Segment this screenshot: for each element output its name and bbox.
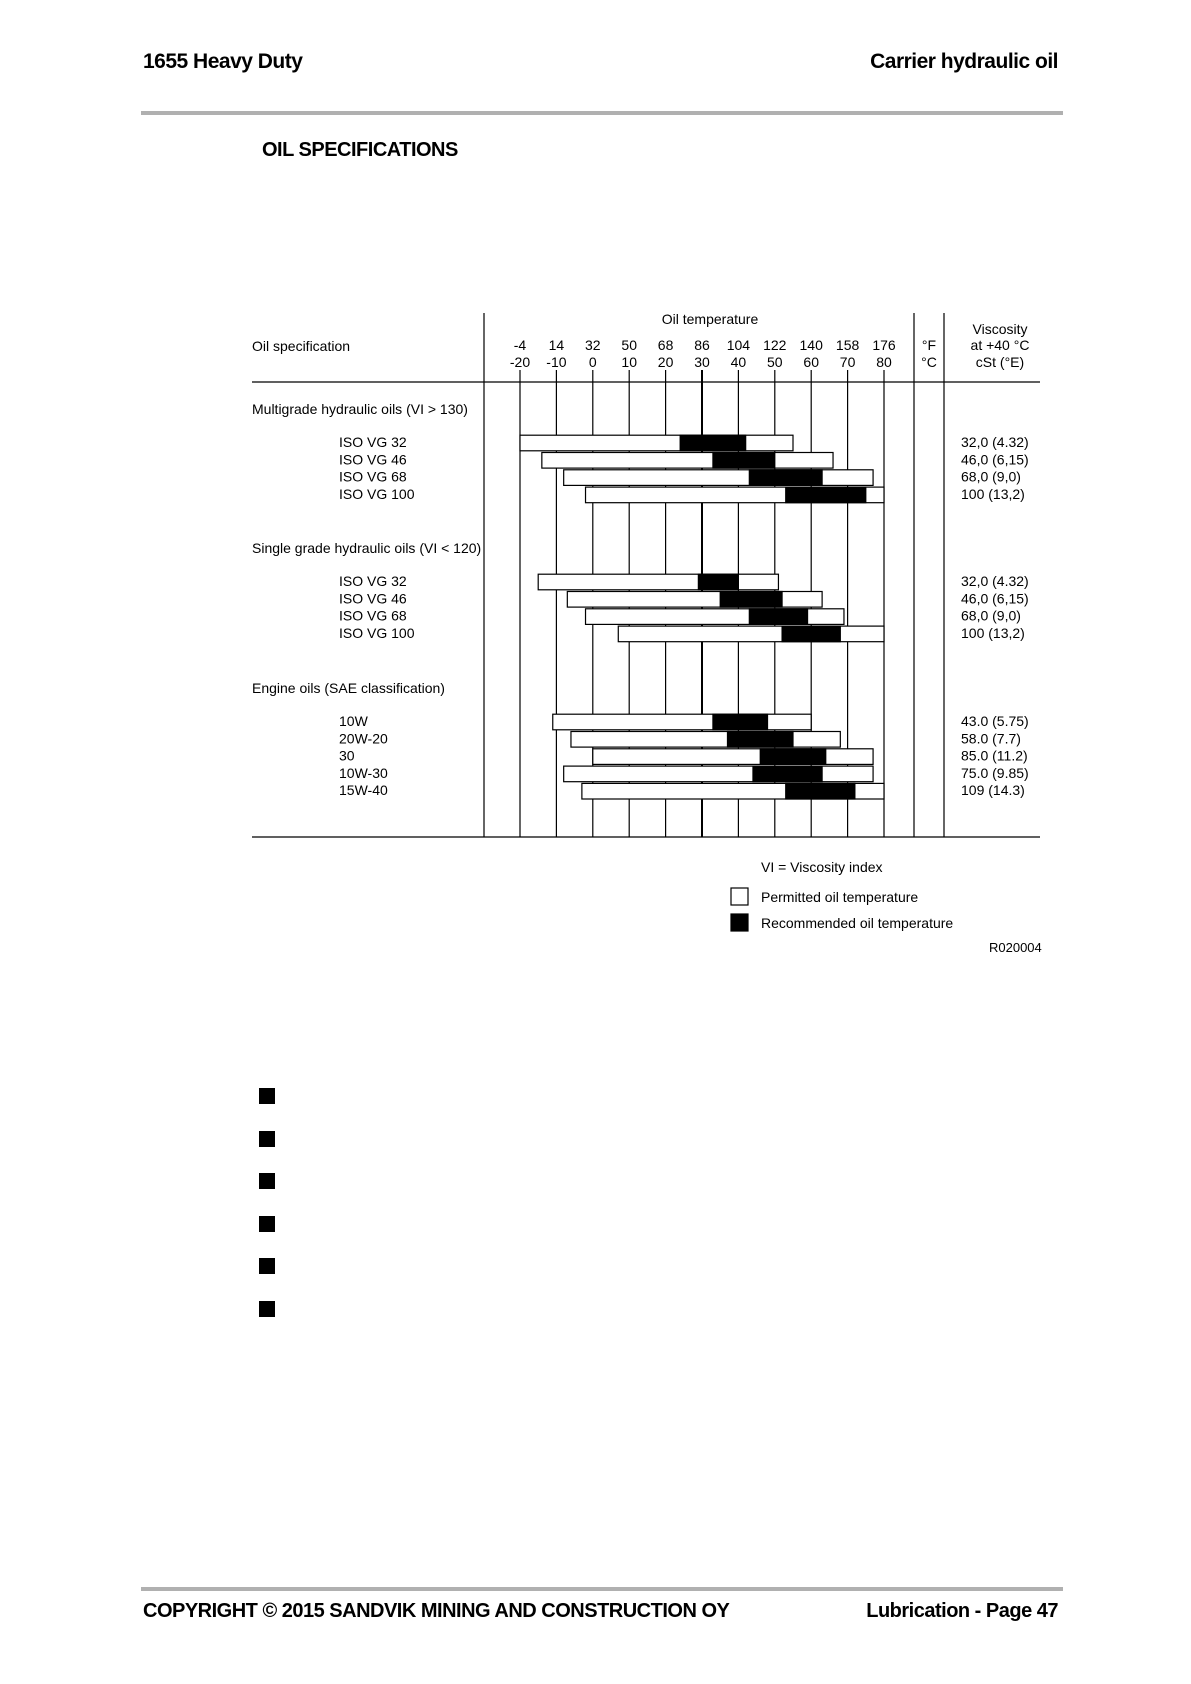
row-label: ISO VG 32 xyxy=(339,573,407,589)
viscosity-value: 75.0 (9.85) xyxy=(961,764,1029,781)
bullet-square xyxy=(259,1301,275,1317)
legend-swatch-recommended xyxy=(731,914,748,931)
permitted-range-bar xyxy=(567,592,822,608)
viscosity-header-3: cSt (°E) xyxy=(975,354,1025,370)
header-title: 1655 Heavy Duty xyxy=(143,50,303,73)
unit-c: °C xyxy=(921,354,937,370)
group-title: Engine oils (SAE classification) xyxy=(252,680,445,696)
viscosity-value: 68,0 (9,0) xyxy=(961,607,1021,624)
row-label: ISO VG 68 xyxy=(339,607,407,624)
recommended-range-bar xyxy=(720,592,782,608)
permitted-range-bar xyxy=(542,453,833,469)
group-title: Multigrade hydraulic oils (VI > 130) xyxy=(252,401,468,417)
tick-label-c: 0 xyxy=(588,354,597,370)
recommended-range-bar xyxy=(727,732,793,748)
tick-label-f: 68 xyxy=(657,337,674,353)
figure-reference: R020004 xyxy=(989,940,1042,955)
tick-label-c: 30 xyxy=(694,354,710,370)
bullet-square xyxy=(259,1216,275,1232)
permitted-range-bar xyxy=(618,626,884,642)
tick-label-f: 176 xyxy=(872,337,896,353)
tick-label-f: -4 xyxy=(513,337,527,353)
viscosity-header-2: at +40 °C xyxy=(970,337,1030,353)
tick-label-c: 40 xyxy=(730,354,747,370)
tick-label-c: 10 xyxy=(621,354,637,370)
tick-label-c: 80 xyxy=(876,354,892,370)
tick-label-c: -20 xyxy=(509,354,531,370)
recommended-range-bar xyxy=(749,609,807,625)
tick-label-c: 60 xyxy=(803,354,819,370)
tick-label-f: 86 xyxy=(694,337,710,353)
tick-label-f: 158 xyxy=(835,337,860,353)
row-label: ISO VG 46 xyxy=(339,590,407,607)
row-label: ISO VG 32 xyxy=(339,434,407,450)
tick-label-f: 14 xyxy=(548,337,565,353)
viscosity-value: 68,0 (9,0) xyxy=(961,468,1021,485)
legend-label-permitted: Permitted oil temperature xyxy=(761,889,919,905)
row-label: 15W-40 xyxy=(339,782,388,799)
section-title: OIL SPECIFICATIONS xyxy=(262,139,458,161)
permitted-range-bar xyxy=(564,470,873,486)
viscosity-value: 100 (13,2) xyxy=(961,624,1025,641)
row-label: 10W-30 xyxy=(339,764,388,781)
viscosity-value: 58.0 (7.7) xyxy=(961,730,1021,747)
viscosity-value: 43.0 (5.75) xyxy=(961,713,1029,729)
row-label: ISO VG 68 xyxy=(339,468,407,485)
recommended-range-bar xyxy=(782,626,840,642)
recommended-range-bar xyxy=(698,574,738,590)
row-label: 10W xyxy=(339,713,368,729)
viscosity-value: 109 (14.3) xyxy=(961,782,1025,799)
bullet-square xyxy=(259,1088,275,1104)
viscosity-header-1: Viscosity xyxy=(972,321,1028,337)
row-label: 30 xyxy=(339,747,355,764)
recommended-range-bar xyxy=(786,783,855,799)
viscosity-value: 46,0 (6,15) xyxy=(961,451,1029,468)
permitted-range-bar xyxy=(538,574,778,590)
footer-copyright: COPYRIGHT © 2015 SANDVIK MINING AND CONSTRUCTION OY xyxy=(143,1600,730,1622)
tick-label-f: 140 xyxy=(799,337,823,353)
row-label: ISO VG 46 xyxy=(339,451,407,468)
viscosity-value: 100 (13,2) xyxy=(961,485,1025,502)
recommended-range-bar xyxy=(680,435,746,451)
recommended-range-bar xyxy=(753,766,822,782)
viscosity-value: 85.0 (11.2) xyxy=(961,747,1028,764)
bullet-square xyxy=(259,1173,275,1189)
tick-label-f: 122 xyxy=(763,337,787,353)
tick-label-c: 50 xyxy=(767,354,783,370)
header-section: Carrier hydraulic oil xyxy=(870,50,1058,73)
permitted-range-bar xyxy=(571,732,840,748)
viscosity-value: 32,0 (4.32) xyxy=(961,573,1029,589)
tick-label-f: 32 xyxy=(585,337,601,353)
chart-title: Oil temperature xyxy=(661,311,759,327)
tick-label-c: 20 xyxy=(657,354,674,370)
unit-f: °F xyxy=(921,337,937,353)
footer-page: Lubrication - Page 47 xyxy=(866,1600,1058,1622)
viscosity-value: 46,0 (6,15) xyxy=(961,590,1029,607)
row-label: ISO VG 100 xyxy=(339,485,415,502)
recommended-range-bar xyxy=(760,749,826,765)
row-header: Oil specification xyxy=(252,338,351,354)
permitted-range-bar xyxy=(520,435,793,451)
bullet-square xyxy=(259,1258,275,1274)
row-label: ISO VG 100 xyxy=(339,624,415,641)
recommended-range-bar xyxy=(713,453,775,469)
tick-label-f: 104 xyxy=(726,337,751,353)
permitted-range-bar xyxy=(553,714,811,730)
bullet-square xyxy=(259,1131,275,1147)
tick-label-f: 50 xyxy=(621,337,637,353)
viscosity-value: 32,0 (4.32) xyxy=(961,434,1029,450)
recommended-range-bar xyxy=(713,714,768,730)
legend-label-recommended: Recommended oil temperature xyxy=(761,915,954,931)
tick-label-c: -10 xyxy=(546,354,567,370)
recommended-range-bar xyxy=(786,487,866,503)
permitted-range-bar xyxy=(564,766,873,782)
permitted-range-bar xyxy=(593,749,873,765)
recommended-range-bar xyxy=(749,470,822,486)
group-title: Single grade hydraulic oils (VI < 120) xyxy=(252,540,482,556)
tick-label-c: 70 xyxy=(839,354,856,370)
legend-swatch-permitted xyxy=(731,888,748,905)
row-label: 20W-20 xyxy=(339,730,388,747)
footer-rule xyxy=(141,1587,1063,1591)
legend-note: VI = Viscosity index xyxy=(761,859,883,875)
